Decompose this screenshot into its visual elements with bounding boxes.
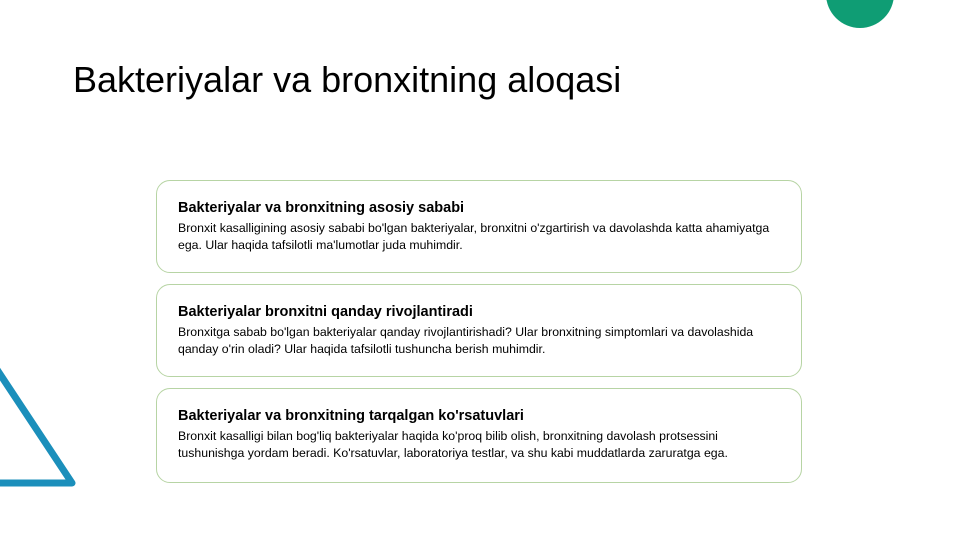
card-rivojlanish [156, 284, 802, 377]
card-asosiy-sabab [156, 180, 802, 273]
card-heading: Bakteriyalar va bronxitning tarqalgan ko'rsatuvlari [178, 408, 524, 424]
card-korsatuvlar [156, 388, 802, 483]
card-heading: Bakteriyalar va bronxitning asosiy sababi [178, 200, 465, 216]
card-heading: Bakteriyalar bronxitni qanday rivojlantiradi [178, 304, 473, 320]
page-title: Bakteriyalar va bronxitning aloqasi [73, 59, 622, 100]
card-body: Bronxitga sabab bo'lgan bakteriyalar qanday rivojlantirishadi? Ular bronxitning simptomlari va davolashida qanday o'rin oladi? Ular haqida tafsilotli tushuncha berish muhimdir. [178, 325, 754, 356]
decorative-circle-icon [826, 0, 894, 28]
card-body: Bronxit kasalligining asosiy sababi bo'lgan bakteriyalar, bronxitni o'zgartirish va davolashda katta ahamiyatga ega. Ular haqida tafsilotli ma'lumotlar juda muhimdir. [178, 221, 770, 252]
card-body: Bronxit kasalligi bilan bog'liq bakteriyalar haqida ko'proq bilib olish, bronxitning davolash protsessini tushunishga yordam beradi. Ko'rsatuvlar, laboratoriya testlar, va shu kabi muddatlarda zaruratga ega. [178, 429, 728, 460]
decorative-triangle-icon [0, 340, 90, 500]
